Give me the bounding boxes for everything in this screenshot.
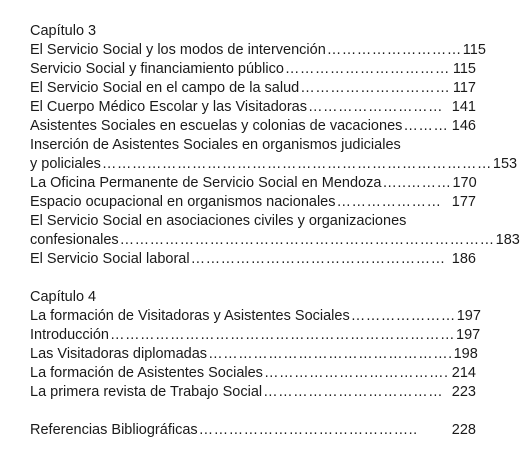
dot-leader: …..……… [382,175,452,191]
dot-leader: ……………………… [307,99,443,115]
page-number: 197 [456,327,481,343]
page-number: 117 [452,80,476,96]
page-number: 183 [495,232,520,248]
section-gap [30,269,476,288]
dot-leader: …………………………… [284,61,450,77]
entry-title: Introducción [30,327,109,343]
dot-leader: …………………………………………………………… [110,327,455,343]
page-number: 153 [492,156,518,172]
toc-entry[interactable] [30,117,476,136]
entry-title: Espacio ocupacional en organismos nacionales [30,194,336,210]
toc-entry[interactable] [30,250,476,269]
page-number: 198 [453,346,478,362]
entry-title: Referencias Bibliográficas [30,422,198,438]
chapter-heading: Capítulo 4 [30,289,97,305]
section-gap [30,402,476,421]
page-number: 115 [462,42,486,58]
dot-leader: ………………………………………………………………… [119,232,495,248]
toc-entry[interactable] [30,41,486,60]
page-number: 186 [451,251,476,267]
page-number: 141 [451,99,476,115]
page-number: 223 [451,384,476,400]
toc-entry[interactable] [30,345,476,364]
entry-title: La primera revista de Trabajo Social [30,384,263,400]
toc-entry[interactable] [30,212,520,250]
entry-title: El Cuerpo Médico Escolar y las Visitadoras [30,99,307,115]
page-number: 115 [452,61,476,77]
toc-entry[interactable] [30,326,481,345]
entry-title: El Servicio Social laboral [30,251,190,267]
entry-title: El Servicio Social y los modos de intervención [30,42,326,58]
page-number: 146 [451,118,476,134]
dot-leader: ……………………… [326,42,462,58]
dot-leader: ………………… [350,308,456,324]
entry-title: El Servicio Social en el campo de la salud [30,80,300,96]
page-number: 197 [456,308,481,324]
page-number: 177 [451,194,476,210]
entry-title: La Oficina Permanente de Servicio Social en Mendoza [30,175,382,191]
toc-entry[interactable] [30,383,476,402]
dot-leader: ……… [403,118,449,134]
dot-leader: ………………… [336,194,442,210]
entry-title: confesionales [30,232,119,248]
page-number: 170 [452,175,477,191]
entry-title: La formación de Visitadoras y Asistentes Sociales [30,308,350,324]
entry-title: Servicio Social y financiamiento público [30,61,284,77]
toc-entry[interactable] [30,307,481,326]
entry-title: y policiales [30,156,101,172]
dot-leader: …………………………………………. [208,346,453,362]
toc-entry-references[interactable] [30,421,476,440]
page-number: 228 [451,422,476,438]
toc-entry[interactable] [30,136,518,174]
toc-entry[interactable] [30,79,476,98]
toc-entry[interactable] [30,60,476,79]
chapter-heading: Capítulo 3 [30,23,97,39]
page-number: 214 [451,365,476,381]
entry-title: Asistentes Sociales en escuelas y colonias de vacaciones [30,118,403,134]
entry-title: Las Visitadoras diplomadas [30,346,208,362]
dot-leader: …………………………………….. [198,422,418,438]
toc-entry[interactable] [30,98,476,117]
toc-entry[interactable] [30,364,476,383]
dot-leader: ……………………………… [263,384,444,400]
entry-title-line1: Inserción de Asistentes Sociales en organismos judiciales [30,137,401,153]
toc-entry[interactable] [30,174,476,193]
table-of-contents [30,22,520,440]
dot-leader: ………………………… [300,80,451,96]
dot-leader: …………………………………………… [190,251,446,267]
dot-leader: ………………………………. [263,365,449,381]
dot-leader: …………………………………………………………………… [101,156,492,172]
toc-entry[interactable] [30,193,476,212]
entry-title-line1: El Servicio Social en asociaciones civiles y organizaciones [30,213,407,229]
entry-title: La formación de Asistentes Sociales [30,365,263,381]
